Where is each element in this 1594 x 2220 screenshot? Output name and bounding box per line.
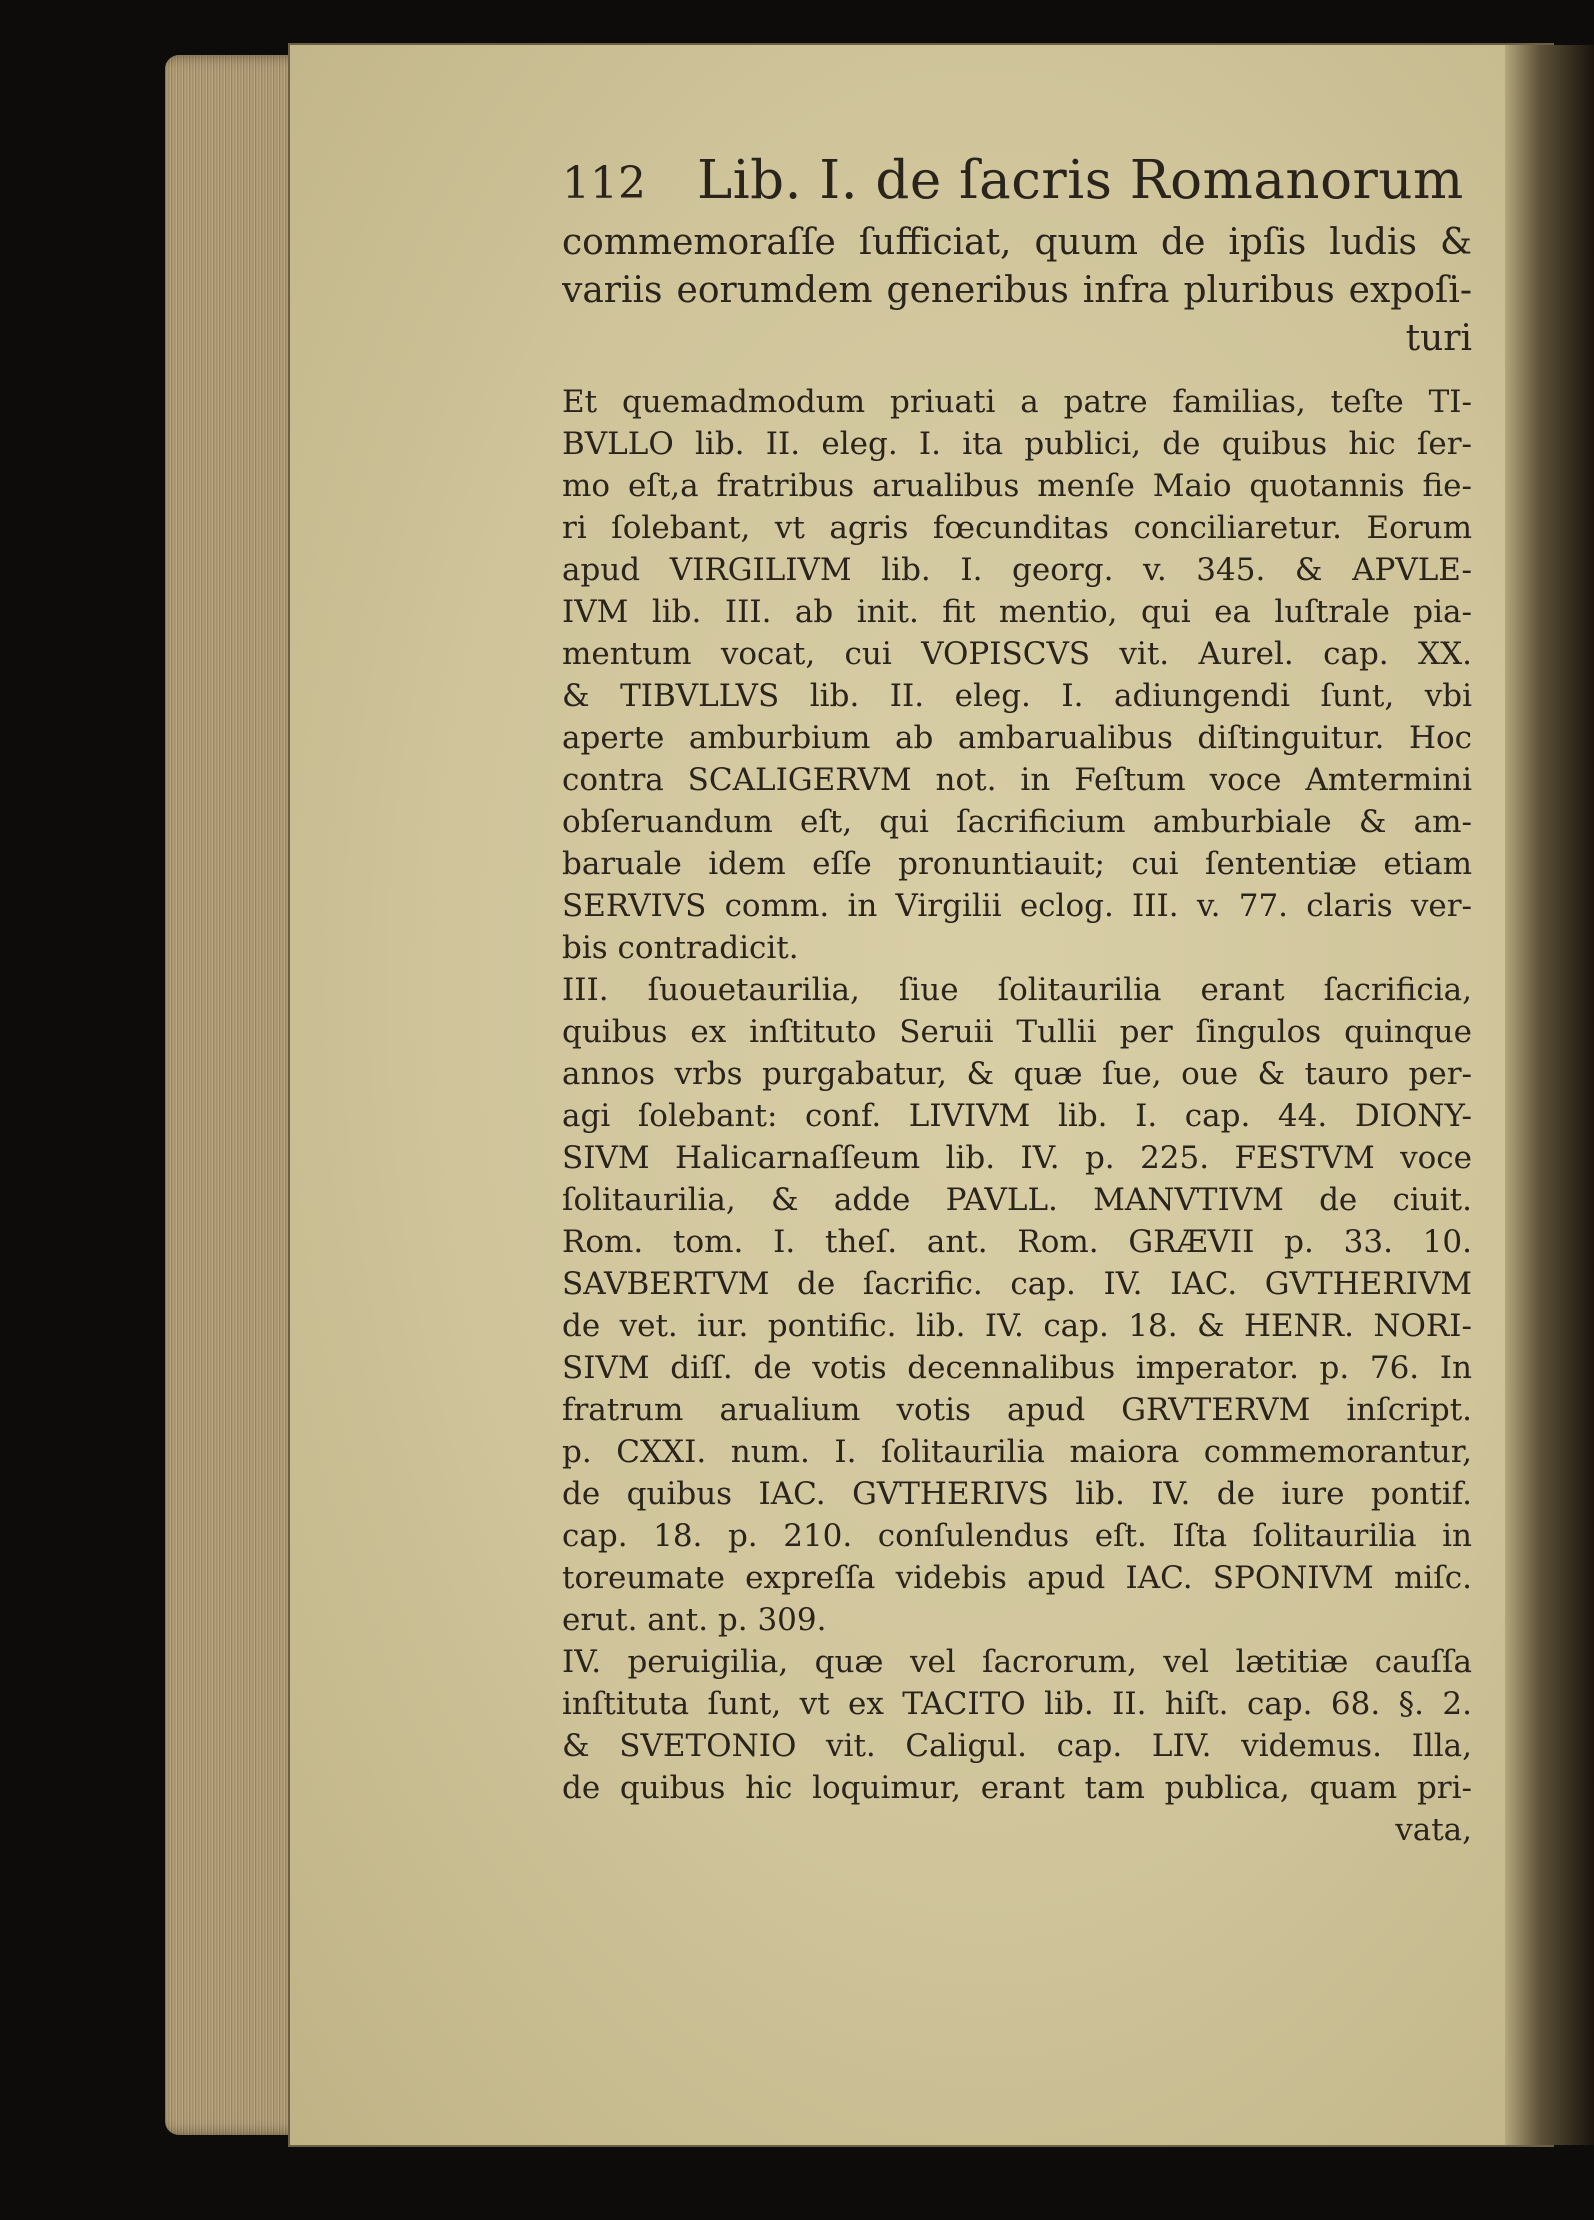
- text-line: ri ſolebant, vt agris fœcunditas conciliaretur. Eorum: [562, 510, 1472, 546]
- paragraph-2: [562, 969, 1472, 1641]
- text-line: bis contradicit.: [562, 930, 799, 966]
- text-line: inſtituta ſunt, vt ex TACITO lib. II. hiſt. cap. 68. §. 2.: [562, 1686, 1472, 1722]
- text-line: de quibus IAC. GVTHERIVS lib. IV. de iure pontif.: [562, 1476, 1472, 1512]
- text-line: de quibus hic loquimur, erant tam publica, quam pri-: [562, 1770, 1472, 1806]
- running-title: Lib. I. de ſacris Romanorum: [697, 150, 1464, 211]
- page-text: [562, 150, 1472, 1851]
- text-line: contra SCALIGERVM not. in Feſtum voce Amtermini: [562, 762, 1472, 798]
- text-line: obſeruandum eſt, qui ſacrificium amburbiale & am-: [562, 804, 1472, 840]
- page-edges: [165, 55, 305, 2135]
- text-line: SIVM Halicarnaſſeum lib. IV. p. 225. FESTVM voce: [562, 1140, 1472, 1176]
- text-line: erut. ant. p. 309.: [562, 1602, 827, 1638]
- text-line: annos vrbs purgabatur, & quæ ſue, oue & tauro per-: [562, 1056, 1472, 1092]
- text-line: agi ſolebant: conf. LIVIVM lib. I. cap. 44. DIONY-: [562, 1098, 1472, 1134]
- text-line: mo eſt,a fratribus arualibus menſe Maio quotannis fie-: [562, 468, 1472, 504]
- text-line: Rom. tom. I. theſ. ant. Rom. GRÆVII p. 33. 10.: [562, 1224, 1472, 1260]
- text-line: SAVBERTVM de ſacrific. cap. IV. IAC. GVTHERIVM: [562, 1266, 1472, 1302]
- text-line: vata,: [1395, 1812, 1472, 1848]
- text-line: turi: [1405, 318, 1472, 359]
- text-line: toreumate expreſſa videbis apud IAC. SPONIVM miſc.: [562, 1560, 1472, 1596]
- text-line: III. ſuouetaurilia, ſiue ſolitaurilia erant ſacrificia,: [562, 972, 1472, 1008]
- text-line: ſolitaurilia, & adde PAVLL. MANVTIVM de ciuit.: [562, 1182, 1472, 1218]
- paragraph-1: [562, 381, 1472, 969]
- text-line: commemoraſſe ſufficiat, quum de ipſis ludis &: [562, 222, 1472, 263]
- text-line: mentum vocat, cui VOPISCVS vit. Aurel. cap. XX.: [562, 636, 1472, 672]
- text-line: p. CXXI. num. I. ſolitaurilia maiora commemorantur,: [562, 1434, 1472, 1470]
- book-gutter: [1505, 45, 1594, 2145]
- text-line: aperte amburbium ab ambarualibus diſtinguitur. Hoc: [562, 720, 1472, 756]
- text-line: apud VIRGILIVM lib. I. georg. v. 345. & APVLE-: [562, 552, 1472, 588]
- text-line: variis eorumdem generibus infra pluribus expoſi-: [562, 270, 1472, 311]
- page-header: [562, 150, 1472, 211]
- paragraph-3: [562, 1641, 1472, 1851]
- page-number: 112: [562, 158, 646, 209]
- text-line: cap. 18. p. 210. conſulendus eſt. Iſta ſolitaurilia in: [562, 1518, 1472, 1554]
- text-line: Et quemadmodum priuati a patre familias, teſte TI-: [562, 384, 1472, 420]
- text-line: BVLLO lib. II. eleg. I. ita publici, de quibus hic ſer-: [562, 426, 1472, 462]
- text-line: & TIBVLLVS lib. II. eleg. I. adiungendi ſunt, vbi: [562, 678, 1472, 714]
- text-line: SERVIVS comm. in Virgilii eclog. III. v. 77. claris ver-: [562, 888, 1472, 924]
- intro-block: [562, 219, 1472, 363]
- text-line: de vet. iur. pontific. lib. IV. cap. 18. & HENR. NORI-: [562, 1308, 1472, 1344]
- text-line: IV. peruigilia, quæ vel ſacrorum, vel lætitiæ cauſſa: [562, 1644, 1472, 1680]
- text-line: & SVETONIO vit. Caligul. cap. LIV. videmus. Illa,: [562, 1728, 1472, 1764]
- text-line: SIVM diſſ. de votis decennalibus imperator. p. 76. In: [562, 1350, 1472, 1386]
- text-line: quibus ex inſtituto Seruii Tullii per ſingulos quinque: [562, 1014, 1472, 1050]
- text-line: IVM lib. III. ab init. fit mentio, qui ea luſtrale pia-: [562, 594, 1472, 630]
- text-line: baruale idem eſſe pronuntiauit; cui ſententiæ etiam: [562, 846, 1472, 882]
- text-line: fratrum arualium votis apud GRVTERVM inſcript.: [562, 1392, 1472, 1428]
